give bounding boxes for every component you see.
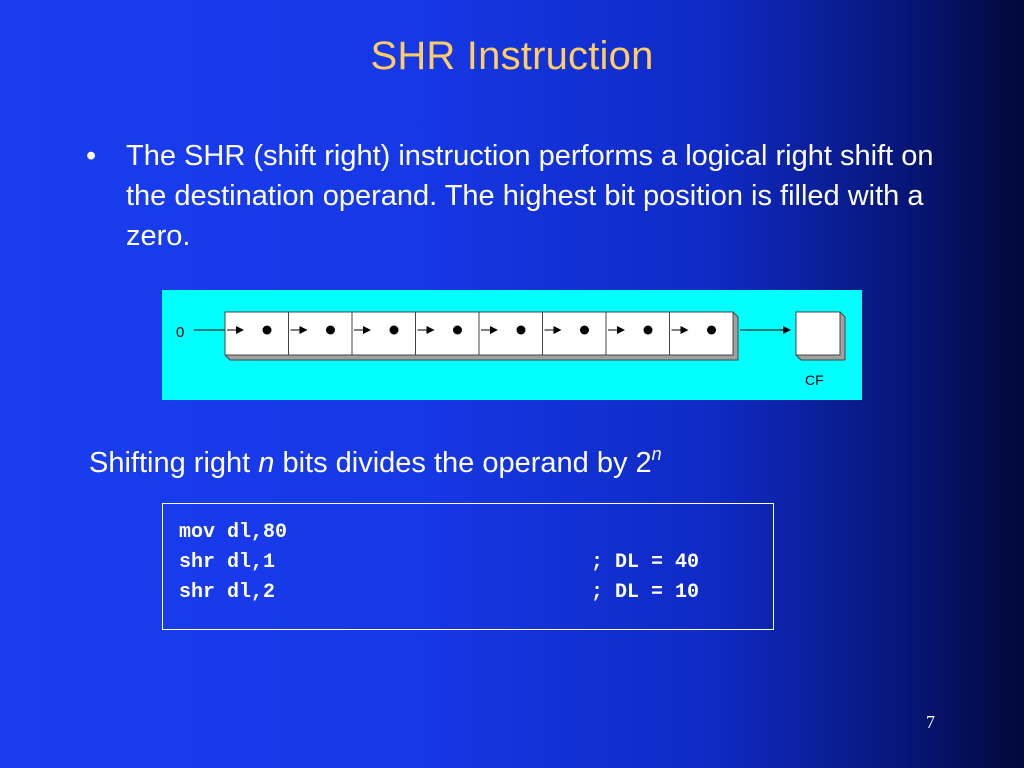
shift-diagram — [162, 290, 862, 400]
register-bit-cell — [479, 312, 543, 355]
bullet-text: The SHR (shift right) instruction performs a logical right shift on the destination operand. The highest bit position is filled with a zero. — [126, 140, 934, 252]
register-bit-cell — [289, 312, 353, 355]
register-bit-cell — [670, 312, 734, 355]
zero-input-label: 0 — [176, 324, 185, 341]
bit-dot — [263, 326, 272, 335]
bit-dot — [390, 326, 399, 335]
code-comment: ; DL = 10 — [591, 581, 700, 604]
code-instr: shr dl,1 — [179, 551, 276, 574]
code-line — [179, 548, 773, 578]
code-instr: shr dl,2 — [179, 581, 276, 604]
register-bit-cell — [543, 312, 607, 355]
code-block — [162, 503, 774, 630]
bit-dot — [326, 326, 335, 335]
bit-dot — [580, 326, 589, 335]
register-bit-cell — [225, 312, 289, 355]
bit-dot — [707, 326, 716, 335]
subheading-var: n — [258, 447, 275, 479]
bullet-item — [86, 136, 946, 256]
subheading-prefix: Shifting right — [89, 447, 259, 479]
bit-dot — [517, 326, 526, 335]
subheading — [89, 444, 662, 480]
bullet-marker: • — [86, 140, 97, 172]
carry-flag-box — [796, 312, 845, 360]
register-bit-cell — [416, 312, 480, 355]
register-bit-cell — [352, 312, 416, 355]
code-line — [179, 518, 773, 548]
subheading-middle: bits divides the operand by 2 — [274, 447, 652, 479]
code-line — [179, 578, 773, 608]
page-number: 7 — [926, 712, 935, 732]
subheading-exponent: n — [651, 444, 662, 464]
register — [225, 312, 738, 360]
bit-dot — [644, 326, 653, 335]
bit-dot — [453, 326, 462, 335]
register-bit-cell — [606, 312, 670, 355]
cf-label: CF — [805, 372, 824, 388]
slide-title: SHR Instruction — [370, 34, 654, 78]
code-instr: mov dl,80 — [179, 521, 288, 544]
code-comment: ; DL = 40 — [591, 551, 700, 574]
shift-diagram-graphic — [162, 290, 862, 400]
